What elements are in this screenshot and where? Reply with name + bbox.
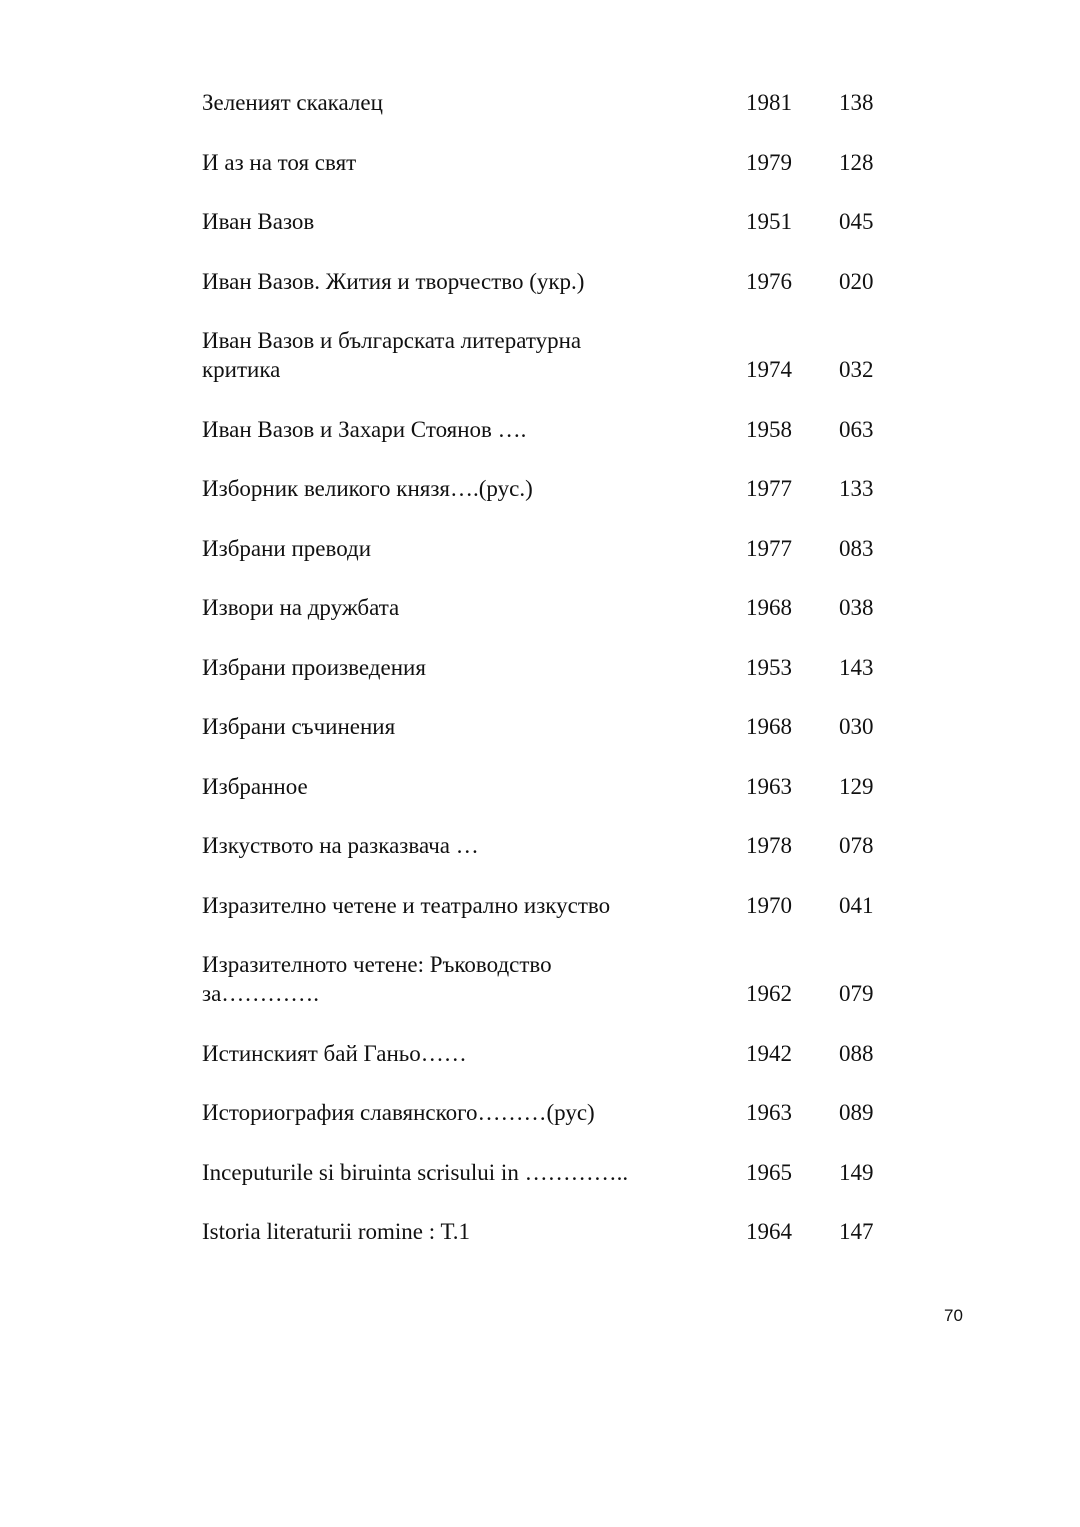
index-entry bbox=[202, 593, 902, 622]
index-entry bbox=[202, 831, 902, 860]
entry-title-line: Изборник великого князя….(рус.) bbox=[202, 476, 533, 501]
index-list bbox=[202, 88, 902, 1277]
entry-title-line: Изкуството на разказвача … bbox=[202, 833, 479, 858]
entry-year: 1977 bbox=[746, 535, 792, 561]
entry-title-line: Иван Вазов и българската литературна bbox=[202, 328, 582, 353]
index-entry bbox=[202, 474, 902, 503]
entry-title bbox=[202, 593, 682, 622]
entry-year: 1970 bbox=[746, 892, 792, 918]
entry-title bbox=[202, 534, 682, 563]
entry-title-line: Иван Вазов и Захари Стоянов …. bbox=[202, 416, 527, 442]
entry-code: 032 bbox=[839, 357, 874, 382]
entry-code: 143 bbox=[839, 654, 874, 680]
entry-title bbox=[202, 88, 682, 117]
entry-title-line: Зеленият скакалец bbox=[202, 90, 383, 115]
entry-year: 1964 bbox=[746, 1219, 792, 1244]
entry-year: 1979 bbox=[746, 149, 792, 175]
entry-title-line: Изразително четене и театрално изкуство bbox=[202, 892, 611, 918]
entry-code: 078 bbox=[839, 833, 874, 858]
entry-title bbox=[202, 950, 682, 1008]
entry-year: 1968 bbox=[746, 714, 792, 739]
index-entry bbox=[202, 1217, 902, 1246]
entry-title-line: Изразителното четене: Ръководство bbox=[202, 952, 552, 977]
entry-title-line: И аз на тоя свят bbox=[202, 149, 357, 175]
entry-code: 030 bbox=[839, 714, 874, 739]
index-entry bbox=[202, 1158, 902, 1187]
entry-title-line: Иван Вазов bbox=[202, 209, 315, 234]
index-entry bbox=[202, 712, 902, 741]
entry-year: 1953 bbox=[746, 654, 792, 680]
entry-title bbox=[202, 474, 682, 503]
entry-code: 128 bbox=[839, 149, 874, 175]
entry-title-line: Иван Вазов. Жития и творчество (укр.) bbox=[202, 268, 585, 294]
entry-year: 1968 bbox=[746, 595, 792, 620]
entry-year: 1978 bbox=[746, 833, 792, 858]
entry-title bbox=[202, 891, 682, 920]
entry-year: 1962 bbox=[746, 981, 792, 1006]
entry-title-line: Избрани съчинения bbox=[202, 714, 396, 739]
entry-title-line: Извори на дружбата bbox=[202, 595, 400, 620]
entry-title-line: Inceputurile si biruinta scrisului in ………….. bbox=[202, 1159, 629, 1185]
entry-title bbox=[202, 831, 682, 860]
entry-code: 147 bbox=[839, 1219, 874, 1244]
entry-title bbox=[202, 148, 682, 177]
entry-code: 129 bbox=[839, 773, 874, 799]
entry-code: 079 bbox=[839, 981, 874, 1006]
entry-title bbox=[202, 1098, 682, 1127]
entry-code: 041 bbox=[839, 892, 874, 918]
index-entry bbox=[202, 88, 902, 117]
entry-code: 038 bbox=[839, 595, 874, 620]
entry-code: 133 bbox=[839, 476, 874, 501]
entry-year: 1942 bbox=[746, 1040, 792, 1066]
entry-code: 045 bbox=[839, 209, 874, 234]
entry-title bbox=[202, 415, 682, 444]
index-entry bbox=[202, 415, 902, 444]
entry-code: 149 bbox=[839, 1159, 874, 1185]
entry-code: 138 bbox=[839, 90, 874, 115]
index-entry bbox=[202, 207, 902, 236]
entry-year: 1963 bbox=[746, 773, 792, 799]
index-entry bbox=[202, 148, 902, 177]
entry-title bbox=[202, 772, 682, 801]
entry-title bbox=[202, 712, 682, 741]
index-entry bbox=[202, 267, 902, 296]
index-entry bbox=[202, 1098, 902, 1127]
entry-title bbox=[202, 326, 682, 384]
entry-title bbox=[202, 267, 682, 296]
entry-year: 1974 bbox=[746, 357, 792, 382]
entry-year: 1976 bbox=[746, 268, 792, 294]
entry-title bbox=[202, 1217, 682, 1246]
entry-title-line: Истинският бай Ганьо…… bbox=[202, 1040, 467, 1066]
entry-year: 1965 bbox=[746, 1159, 792, 1185]
entry-title-line: Избрани произведения bbox=[202, 654, 426, 680]
entry-code: 088 bbox=[839, 1040, 874, 1066]
entry-code: 020 bbox=[839, 268, 874, 294]
entry-title-line: Историография славянского………(рус) bbox=[202, 1100, 595, 1125]
entry-code: 083 bbox=[839, 535, 874, 561]
entry-year: 1977 bbox=[746, 476, 792, 501]
entry-title-line: за…………. bbox=[202, 981, 320, 1006]
index-entry bbox=[202, 653, 902, 682]
entry-year: 1958 bbox=[746, 416, 792, 442]
entry-title bbox=[202, 653, 682, 682]
entry-title bbox=[202, 1158, 682, 1187]
entry-title bbox=[202, 207, 682, 236]
entry-year: 1951 bbox=[746, 209, 792, 234]
page-number: 70 bbox=[944, 1306, 963, 1325]
entry-year: 1963 bbox=[746, 1100, 792, 1125]
index-entry bbox=[202, 891, 902, 920]
entry-title-line: Избрани преводи bbox=[202, 535, 372, 561]
entry-code: 063 bbox=[839, 416, 874, 442]
index-entry bbox=[202, 534, 902, 563]
index-entry bbox=[202, 772, 902, 801]
index-entry bbox=[202, 950, 902, 1008]
index-entry bbox=[202, 326, 902, 384]
entry-year: 1981 bbox=[746, 90, 792, 115]
entry-title-line: Избранное bbox=[202, 773, 308, 799]
entry-title-line: критика bbox=[202, 357, 281, 382]
entry-code: 089 bbox=[839, 1100, 874, 1125]
entry-title-line: Istoria literaturii romine : T.1 bbox=[202, 1219, 471, 1244]
entry-title bbox=[202, 1039, 682, 1068]
index-entry bbox=[202, 1039, 902, 1068]
